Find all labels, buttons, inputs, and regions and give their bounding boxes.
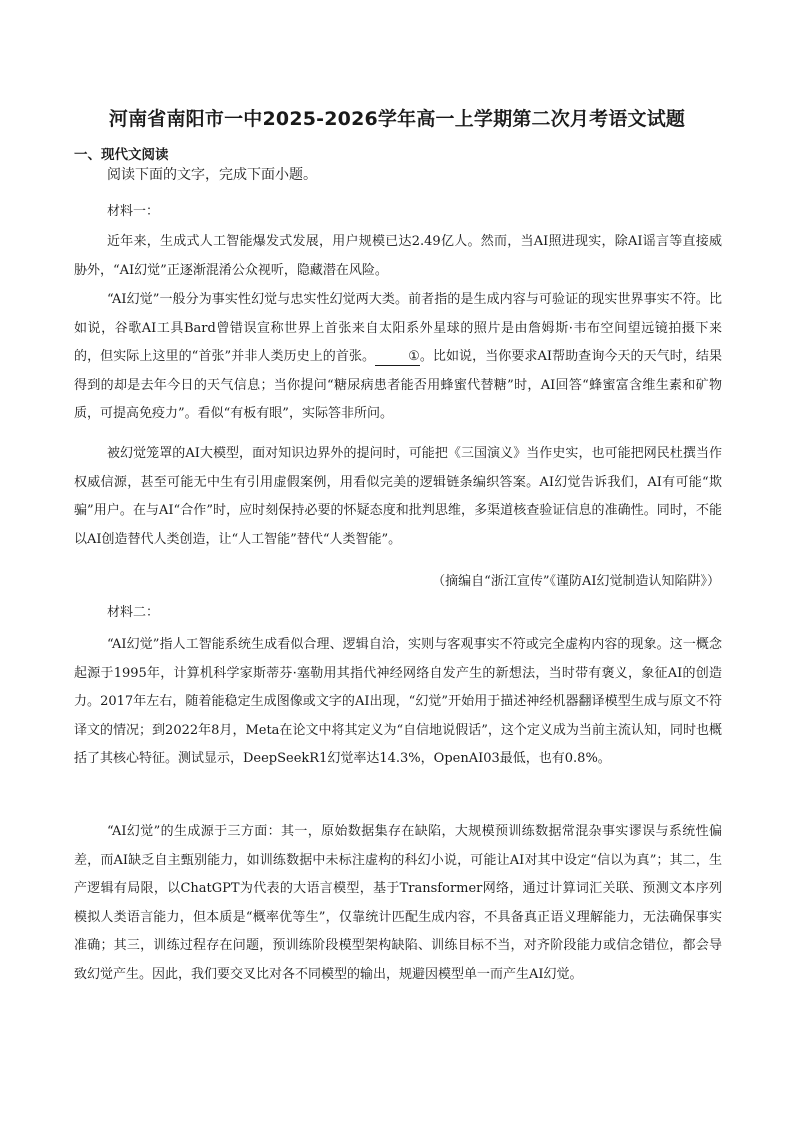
- paragraph-text: 。比如说，当你要求AI帮助查询今天的天气时，结果得到的却是去年今日的天气信息；当你提问“糖尿病患者能否用蜂蜜代替糖”时，AI回答“蜂蜜富含维生素和矿物质，可提高免疫力”。看似“有板有眼”，实际答非所问。: [74, 349, 722, 422]
- material2-paragraph-2: “AI幻觉”的生成源于三方面：其一，原始数据集存在缺陷，大规模预训练数据常混杂事实谬误与系统性偏差，而AI缺乏自主甄别能力，如训练数据中未标注虚构的科幻小说，可能让AI对其中设定“信以为真”；其二，生产逻辑有局限，以ChatGPT为代表的大语言模型，基于Transformer网络，通过计算词汇关联、预测文本序列模拟人类语言能力，但本质是“概率优等生”，仅靠统计匹配生成内容，不具备真正语义理解能力，无法确保事实准确；其三，训练过程存在问题，预训练阶段模型架构缺陷、训练目标不当，对齐阶段能力或信念错位，都会导致幻觉产生。因此，我们要交叉比对各不同模型的输出，规避因模型单一而产生AI幻觉。: [74, 824, 722, 982]
- instruction-text: 阅读下面的文字，完成下面小题。: [107, 167, 317, 183]
- page-title: 河南省南阳市一中2025-2026学年高一上学期第二次月考语文试题: [108, 108, 686, 130]
- material1-source: （摘编自“浙江宣传”《谨防AI幻觉制造认知陷阱》）: [432, 574, 720, 589]
- material1-paragraph-3: 被幻觉笼罩的AI大模型，面对知识边界外的提问时，可能把《三国演义》当作史实，也可能把网民杜撰当作权威信源，甚至可能无中生有引用虚假案例，用看似完美的逻辑链条编织答案。AI幻觉告诉我们，AI有可能“欺骗”用户。在与AI“合作”时，应时刻保持必要的怀疑态度和批判思维，多渠道核查验证信息的准确性。同时，不能以AI创造替代人类创造，让“人工智能”替代“人类智能”。: [74, 446, 722, 547]
- material2-label: 材料二：: [107, 605, 160, 620]
- paragraph-text: “AI幻觉”一般分为事实性幻觉与忠实性幻觉两大类。前者指的是生成内容与可验证的现实世界事实不符。比如说，谷歌AI工具Bard曾错误宣称世界上首张来自太阳系外星球的照片是由詹姆斯·韦布空间望远镜拍摄下来的，但实际上这里的“首张”并非人类历史上的首张。: [74, 292, 722, 365]
- material1-paragraph-1: 近年来，生成式人工智能爆发式发展，用户规模已达2.49亿人。然而，当AI照进现实，除AI谣言等直接威胁外，“AI幻觉”正逐渐混淆公众视听，隐藏潜在风险。: [74, 234, 722, 278]
- section-heading: 一、现代文阅读: [74, 147, 169, 163]
- material1-label: 材料一：: [107, 204, 160, 219]
- fill-blank-1: ①: [375, 349, 420, 366]
- material2-paragraph-1: “AI幻觉”指人工智能系统生成看似合理、逻辑自洽，实则与客观事实不符或完全虚构内容的现象。这一概念起源于1995年，计算机科学家斯蒂芬·塞勒用其指代神经网络自发产生的新想法，当时带有褒义，象征AI的创造力。2017年左右，随着能稳定生成图像或文字的AI出现，“幻觉”开始用于描述神经机器翻译模型生成与原文不符译文的情况；到2022年8月，Meta在论文中将其定义为“自信地说假话”，这个定义成为当前主流认知，同时也概括了其核心特征。测试显示，DeepSeekR1幻觉率达14.3%，OpenAI03最低，也有0.8%。: [74, 637, 722, 767]
- material1-paragraph-2: [74, 286, 722, 429]
